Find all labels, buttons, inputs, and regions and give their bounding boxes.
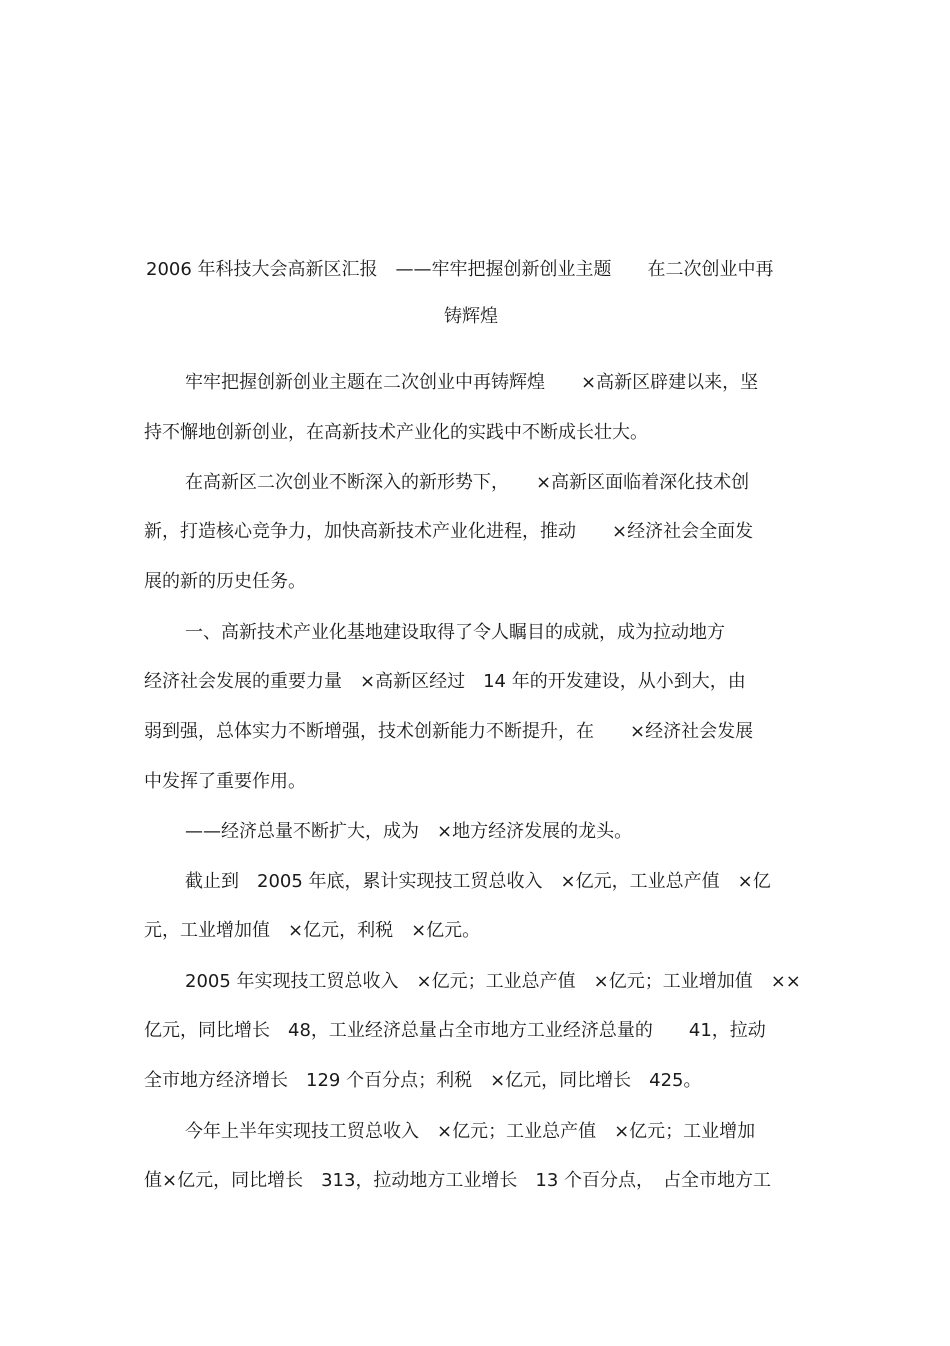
body-line-2: 持不懈地创新创业，在高新技术产业化的实践中不断成长壮大。 — [144, 422, 648, 443]
body-line-15: 全市地方经济增长 129 个百分点；利税 ×亿元，同比增长 425。 — [144, 1070, 702, 1091]
body-line-16: 今年上半年实现技工贸总收入 ×亿元；工业总产值 ×亿元；工业增加 — [185, 1121, 756, 1142]
body-line-3: 在高新区二次创业不断深入的新形势下， ×高新区面临着深化技术创 — [185, 472, 750, 493]
body-line-5: 展的新的历史任务。 — [144, 571, 306, 592]
body-line-10: ——经济总量不断扩大，成为 ×地方经济发展的龙头。 — [185, 821, 633, 842]
body-line-14: 亿元，同比增长 48，工业经济总量占全市地方工业经济总量的 41，拉动 — [144, 1020, 766, 1041]
body-line-9: 中发挥了重要作用。 — [144, 771, 306, 792]
body-line-8: 弱到强，总体实力不断增强，技术创新能力不断提升，在 ×经济社会发展 — [144, 721, 754, 742]
body-line-13: 2005 年实现技工贸总收入 ×亿元；工业总产值 ×亿元；工业增加值 ×× — [185, 971, 801, 992]
body-line-1: 牢牢把握创新创业主题在二次创业中再铸辉煌 ×高新区辟建以来，坚 — [185, 372, 759, 393]
body-line-17: 值×亿元，同比增长 313，拉动地方工业增长 13 个百分点， 占全市地方工 — [144, 1170, 772, 1191]
body-line-4: 新，打造核心竞争力，加快高新技术产业化进程，推动 ×经济社会全面发 — [144, 521, 754, 542]
document-title-line-2: 铸辉煌 — [444, 306, 498, 327]
body-line-12: 元，工业增加值 ×亿元，利税 ×亿元。 — [144, 920, 481, 941]
document-title-line-1: 2006 年科技大会高新区汇报 ——牢牢把握创新创业主题 在二次创业中再 — [146, 259, 774, 280]
body-line-7: 经济社会发展的重要力量 ×高新区经过 14 年的开发建设，从小到大，由 — [144, 671, 746, 692]
body-line-11: 截止到 2005 年底，累计实现技工贸总收入 ×亿元，工业总产值 ×亿 — [185, 871, 771, 892]
body-line-6: 一、高新技术产业化基地建设取得了令人瞩目的成就，成为拉动地方 — [185, 622, 725, 643]
